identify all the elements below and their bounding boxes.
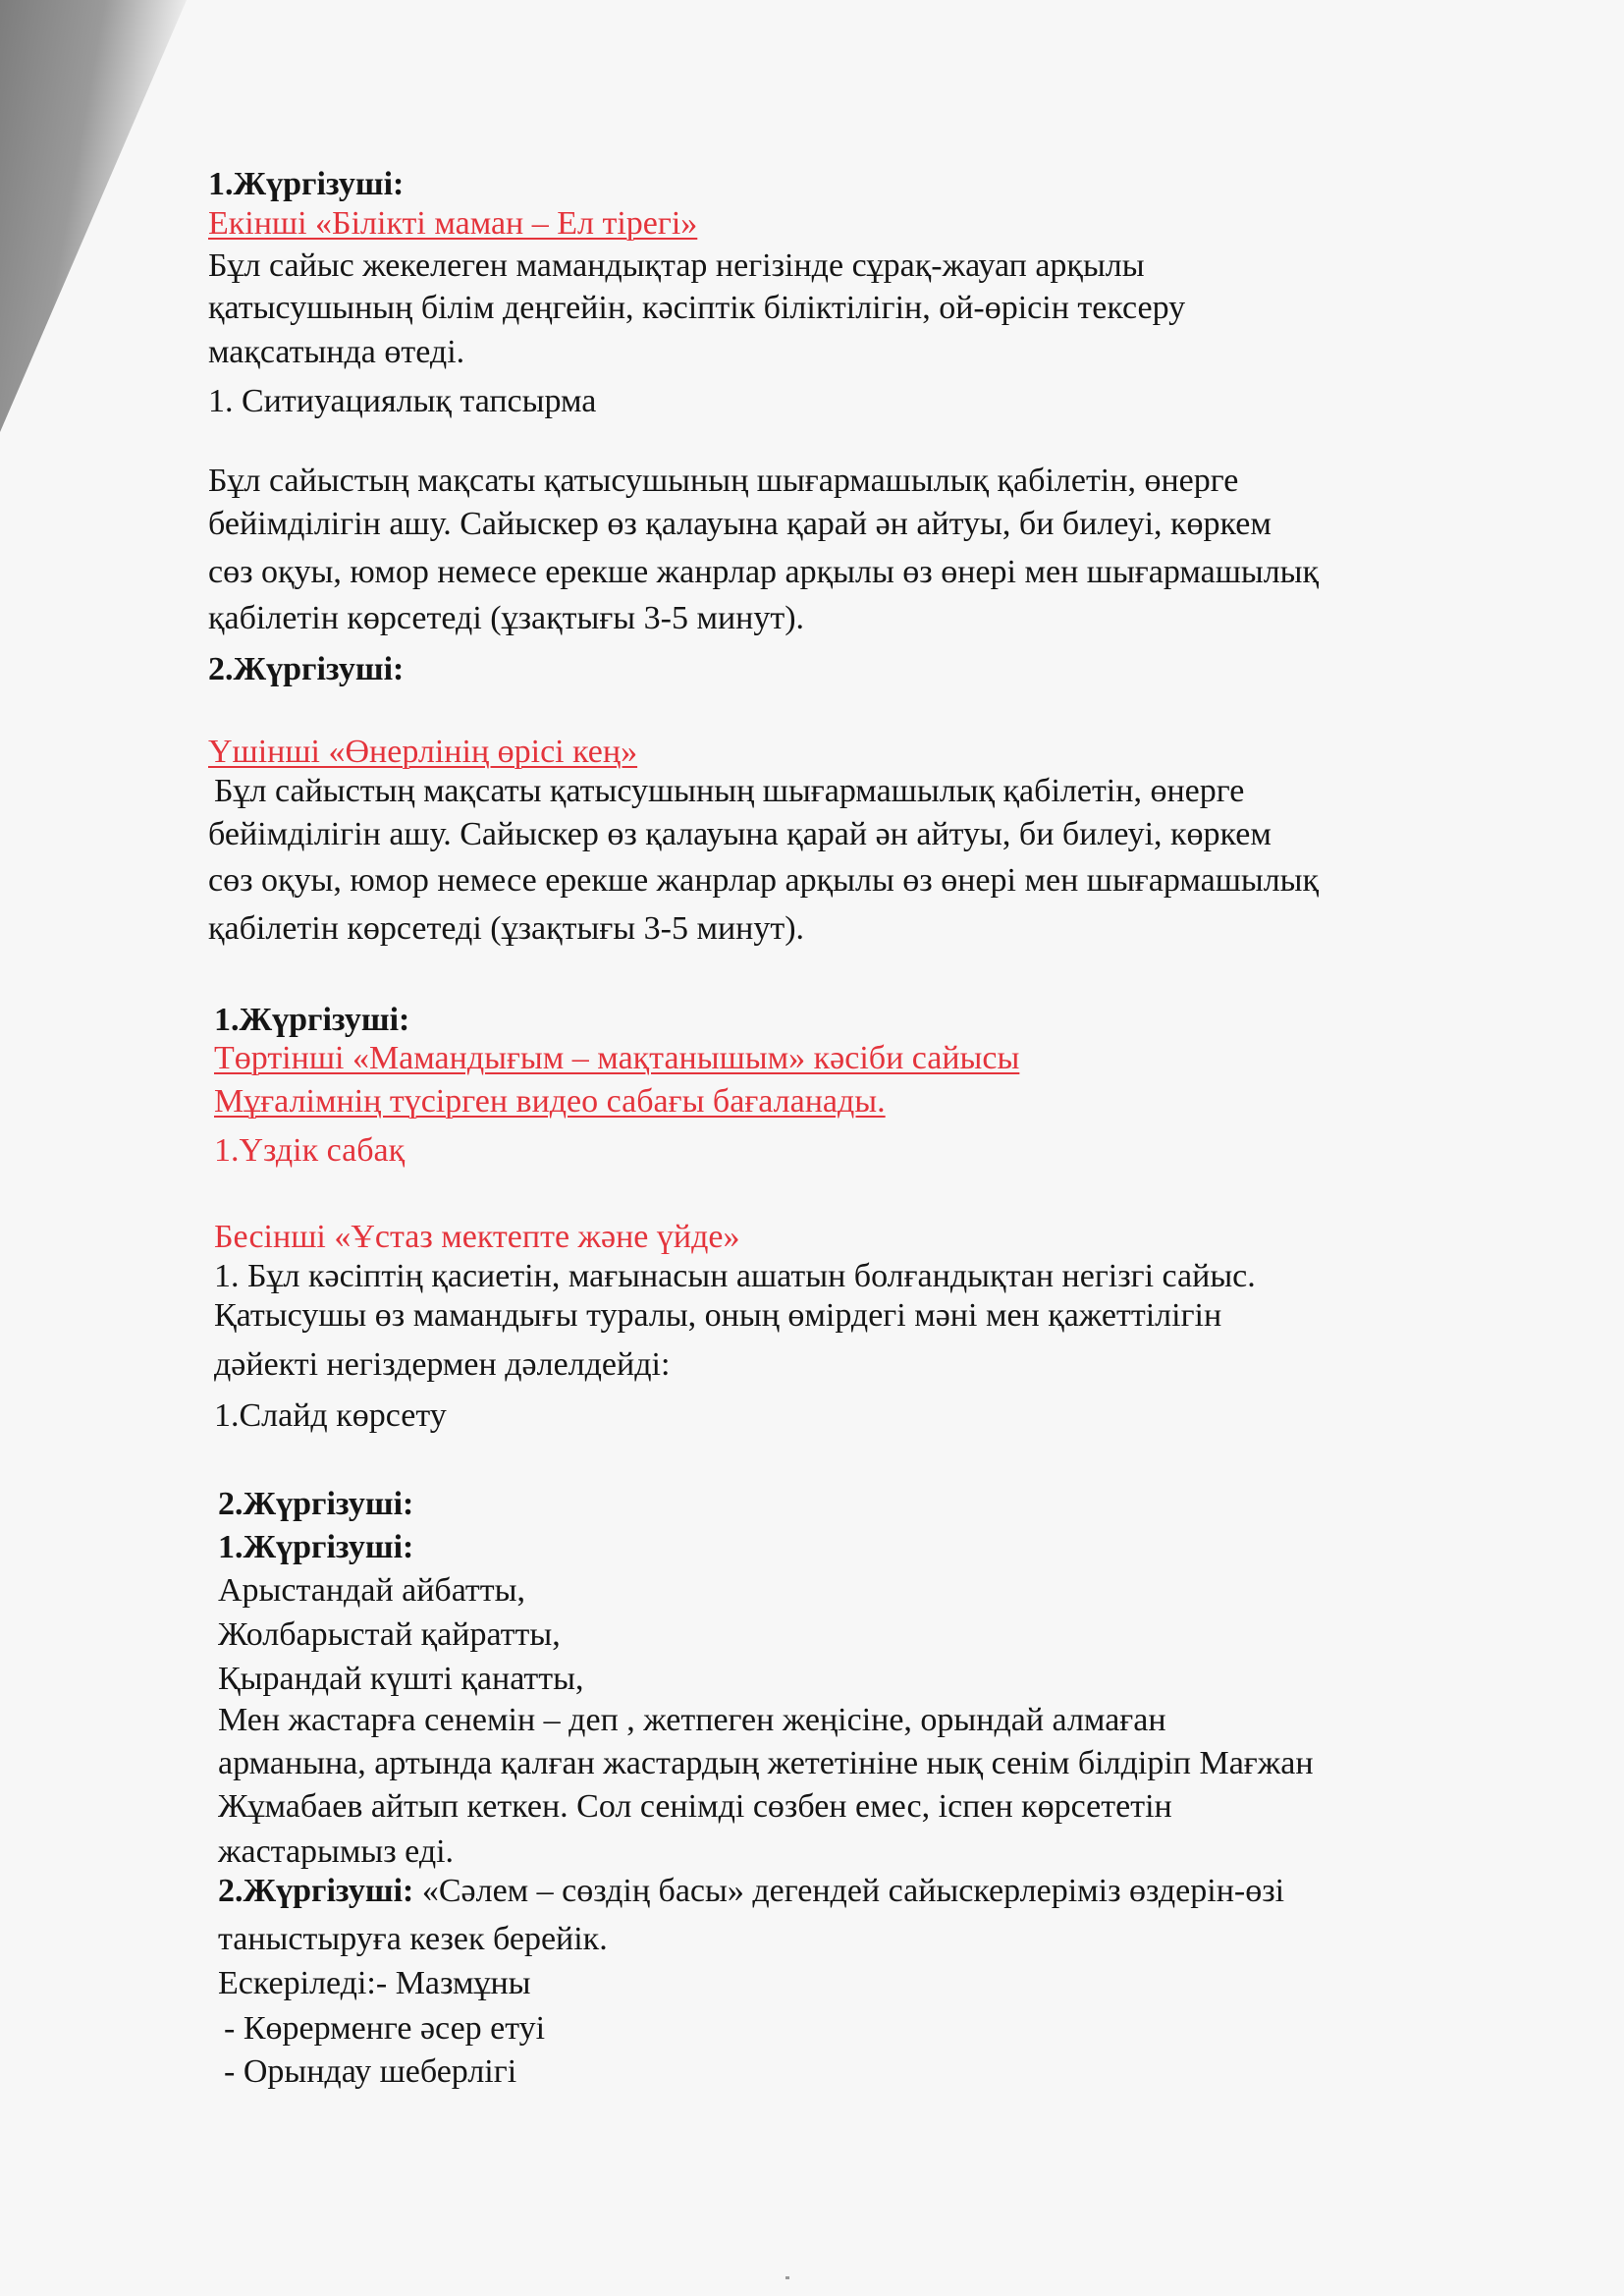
paragraph-line: Бұл сайыстың мақсаты қатысушының шығармашылық қабілетін, өнерге [208, 463, 1239, 499]
paragraph-line: арманына, артында қалған жастардың жететініне нық сенім білдіріп Мағжан [218, 1745, 1314, 1781]
section-subtitle: Мұғалімнің түсірген видео сабағы бағаланады. [214, 1083, 886, 1120]
host-label: 2.Жүргізуші: [218, 1486, 414, 1522]
paragraph-line: 1. Бұл кәсіптің қасиетін, мағынасын ашатын болғандықтан негізгі сайыс. [214, 1258, 1256, 1294]
paragraph-line: Бұл сайыс жекелеген мамандықтар негізінде сұрақ-жауап арқылы [208, 247, 1145, 284]
paragraph-line: бейімділігін ашу. Сайыскер өз қалауына қарай ән айтуы, би билеуі, көркем [208, 506, 1272, 542]
paragraph-line: Қатысушы өз мамандығы туралы, оның өмірдегі мәні мен қажеттілігін [214, 1297, 1222, 1334]
criteria-line: Ескеріледі:- Мазмұны [218, 1965, 531, 2001]
section-title-fifth: Бесінші «Ұстаз мектепте және үйде» [214, 1219, 740, 1255]
list-item: 1. Ситиуациялық тапсырма [208, 383, 597, 419]
criteria-line: - Орындау шеберлігі [224, 2053, 517, 2090]
list-item: 1.Үздік сабақ [214, 1132, 406, 1169]
section-title-fourth: Төртінші «Мамандығым – мақтанышым» кәсіби сайысы [214, 1040, 1020, 1076]
poem-line: Арыстандай айбатты, [218, 1572, 525, 1609]
host-label: 1.Жүргізуші: [218, 1529, 414, 1565]
scan-speck [785, 2276, 789, 2279]
paragraph-line: сөз оқуы, юмор немесе ерекше жанрлар арқылы өз өнері мен шығармашылық [208, 862, 1320, 899]
paragraph-line: мақсатында өтеді. [208, 334, 465, 370]
section-title-second: Екінші «Білікті маман – Ел тірегі» [208, 205, 698, 242]
paragraph-line: дәйекті негіздермен дәлелдейді: [214, 1346, 671, 1383]
host-label: 2.Жүргізуші: [208, 651, 405, 687]
criteria-line: - Көрерменге әсер етуі [224, 2010, 546, 2047]
host-label: 2.Жүргізуші: [218, 1873, 414, 1909]
paragraph-line: қабілетін көрсетеді (ұзақтығы 3-5 минут). [208, 910, 805, 947]
section-title-third: Үшінші «Өнерлінің өрісі кең» [208, 734, 638, 770]
poem-line: Қырандай күшті қанатты, [218, 1661, 584, 1697]
paragraph-line: бейімділігін ашу. Сайыскер өз қалауына қарай ән айтуы, би билеуі, көркем [208, 816, 1272, 852]
paragraph-line: қабілетін көрсетеді (ұзақтығы 3-5 минут). [208, 600, 805, 636]
paragraph-line: таныстыруға кезек берейік. [218, 1921, 608, 1957]
host-label: 1.Жүргізуші: [214, 1002, 410, 1038]
paragraph-line: жастарымыз еді. [218, 1833, 455, 1870]
host-label: 1.Жүргізуші: [208, 166, 405, 202]
paragraph-line: Бұл сайыстың мақсаты қатысушының шығармашылық қабілетін, өнерге [214, 773, 1245, 809]
paragraph-line: қатысушының білім деңгейін, кәсіптік біліктілігін, ой-өрісін тексеру [208, 290, 1186, 326]
list-item: 1.Слайд көрсету [214, 1397, 447, 1434]
host-intro-line [218, 1872, 1284, 1911]
host-intro-text: «Сәлем – сөздің басы» дегендей сайыскерлеріміз өздерін-өзі [413, 1873, 1285, 1909]
paragraph-line: Мен жастарға сенемін – деп , жетпеген жеңісіне, орындай алмаған [218, 1702, 1166, 1738]
paragraph-line: сөз оқуы, юмор немесе ерекше жанрлар арқылы өз өнері мен шығармашылық [208, 554, 1320, 590]
poem-line: Жолбарыстай қайратты, [218, 1616, 561, 1653]
paragraph-line: Жұмабаев айтып кеткен. Сол сенімді сөзбен емес, іспен көрсететін [218, 1788, 1172, 1825]
